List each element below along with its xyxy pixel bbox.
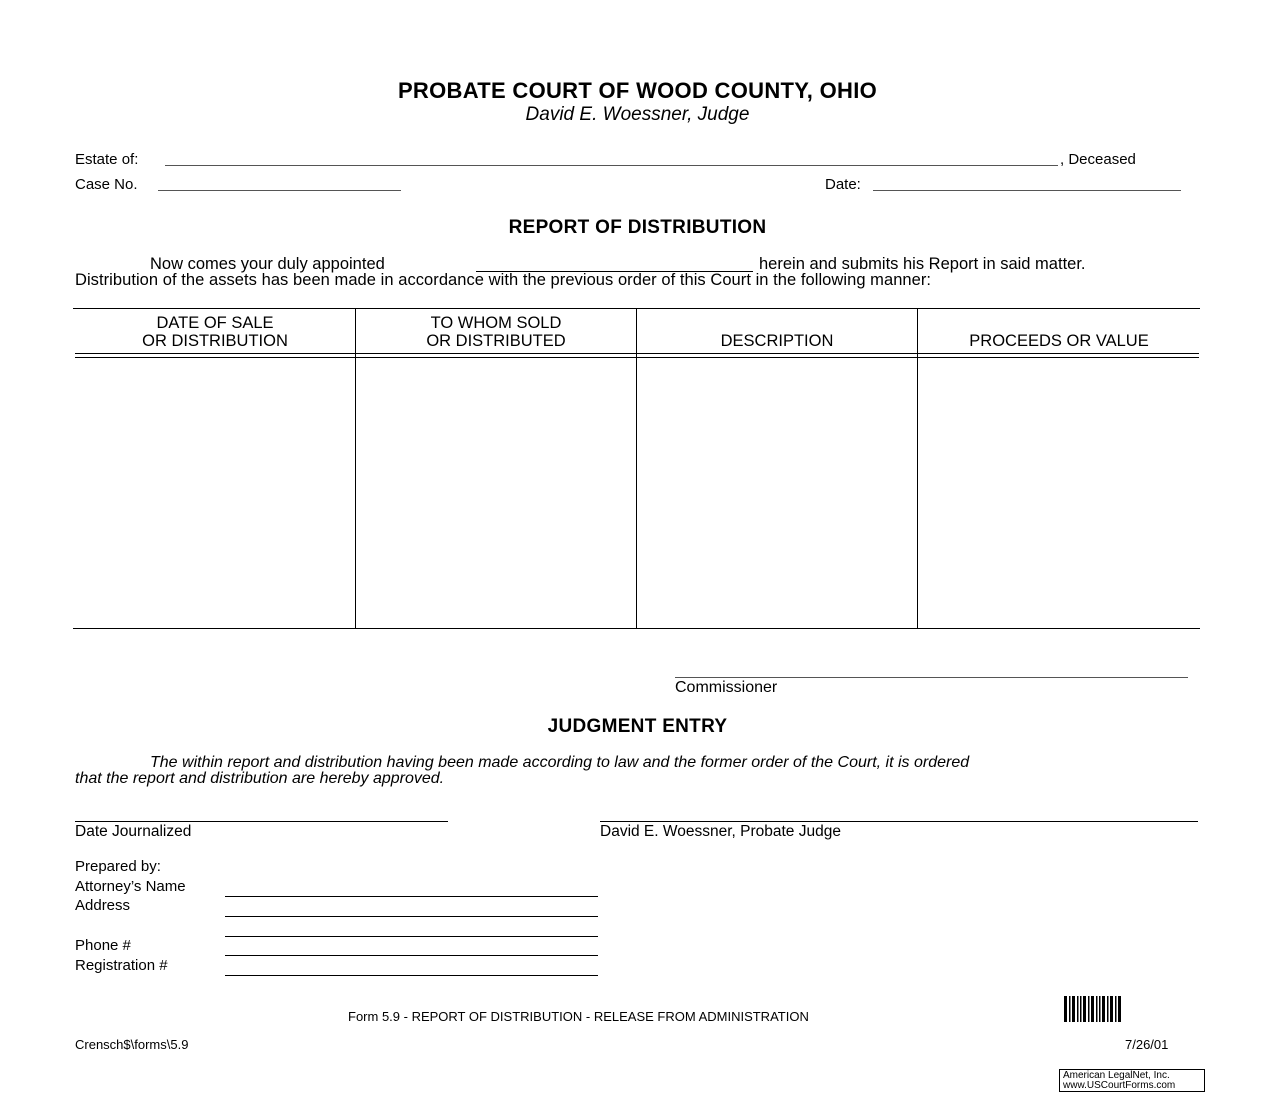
publisher-box[interactable]: [1059, 1069, 1205, 1092]
table-header-border: [75, 353, 1199, 354]
prepared-by-heading: Prepared by:: [75, 858, 161, 875]
judge-signature-line[interactable]: [600, 821, 1198, 822]
judge-signature-label: David E. Woessner, Probate Judge: [600, 823, 841, 840]
file-path: Crensch$\forms\5.9: [75, 1037, 189, 1052]
attorney-name-label: Attorney’s Name: [75, 878, 186, 895]
judgment-title: JUDGMENT ENTRY: [547, 716, 728, 737]
table-header-border-2: [75, 357, 1199, 358]
attorney-name-field[interactable]: [225, 896, 598, 897]
registration-field[interactable]: [225, 975, 598, 976]
date-journalized-line[interactable]: [75, 821, 448, 822]
revision-date: 7/26/01: [1125, 1037, 1169, 1052]
deceased-label: , Deceased: [1060, 151, 1136, 168]
col-header-proceeds: [918, 314, 1200, 350]
report-line1-start: Now comes your duly appointed: [150, 255, 385, 273]
publisher-line2: www.USCourtForms.com: [1063, 1080, 1176, 1091]
col-header-to-whom-line1: TO WHOM SOLD: [430, 314, 562, 332]
report-title: REPORT OF DISTRIBUTION: [508, 217, 767, 238]
address-field-1[interactable]: [225, 916, 598, 917]
date-journalized-label: Date Journalized: [75, 823, 192, 840]
estate-field[interactable]: [165, 165, 1058, 166]
phone-field[interactable]: [225, 955, 598, 956]
col-header-description-line2: DESCRIPTION: [720, 332, 834, 350]
col-header-date-line1: DATE OF SALE: [156, 314, 274, 332]
cell-description[interactable]: [637, 359, 917, 627]
court-title: PROBATE COURT OF WOOD COUNTY, OHIO: [397, 78, 878, 103]
cell-to-whom[interactable]: [356, 359, 636, 627]
barcode-icon: [1064, 996, 1124, 1022]
col-header-proceeds-line1: [918, 314, 1200, 332]
col-header-date: [75, 314, 355, 350]
col-header-description: [637, 314, 917, 350]
phone-label: Phone #: [75, 937, 131, 954]
form-title: Form 5.9 - REPORT OF DISTRIBUTION - RELEASE FROM ADMINISTRATION: [348, 1009, 809, 1024]
judge-subtitle: David E. Woessner, Judge: [525, 104, 750, 125]
address-field-2[interactable]: [225, 936, 598, 937]
publisher-line1: American LegalNet, Inc.: [1063, 1070, 1170, 1081]
registration-label: Registration #: [75, 957, 168, 974]
cell-proceeds[interactable]: [918, 359, 1200, 627]
cell-date[interactable]: [75, 359, 355, 627]
col-header-description-line1: [637, 314, 917, 332]
case-no-label: Case No.: [75, 176, 138, 193]
judgment-text-line1: The within report and distribution having been made according to law and the former order of the Court, it is ordered: [150, 754, 970, 771]
commissioner-label: Commissioner: [675, 679, 778, 696]
col-header-date-line2: OR DISTRIBUTION: [142, 332, 288, 350]
commissioner-signature-line[interactable]: [675, 677, 1188, 678]
col-header-to-whom-line2: OR DISTRIBUTED: [426, 332, 566, 350]
address-label: Address: [75, 897, 131, 914]
col-header-to-whom: [356, 314, 636, 350]
date-field[interactable]: [873, 190, 1181, 191]
judgment-text-line2: that the report and distribution are hereby approved.: [75, 770, 445, 787]
report-line1-end: herein and submits his Report in said matter.: [759, 255, 1086, 273]
report-line2: Distribution of the assets has been made in accordance with the previous order of this Court in the following manner:: [75, 271, 932, 289]
date-label: Date:: [825, 176, 861, 193]
estate-label: Estate of:: [75, 151, 139, 168]
col-header-proceeds-line2: PROCEEDS OR VALUE: [969, 332, 1149, 350]
case-no-field[interactable]: [158, 190, 401, 191]
